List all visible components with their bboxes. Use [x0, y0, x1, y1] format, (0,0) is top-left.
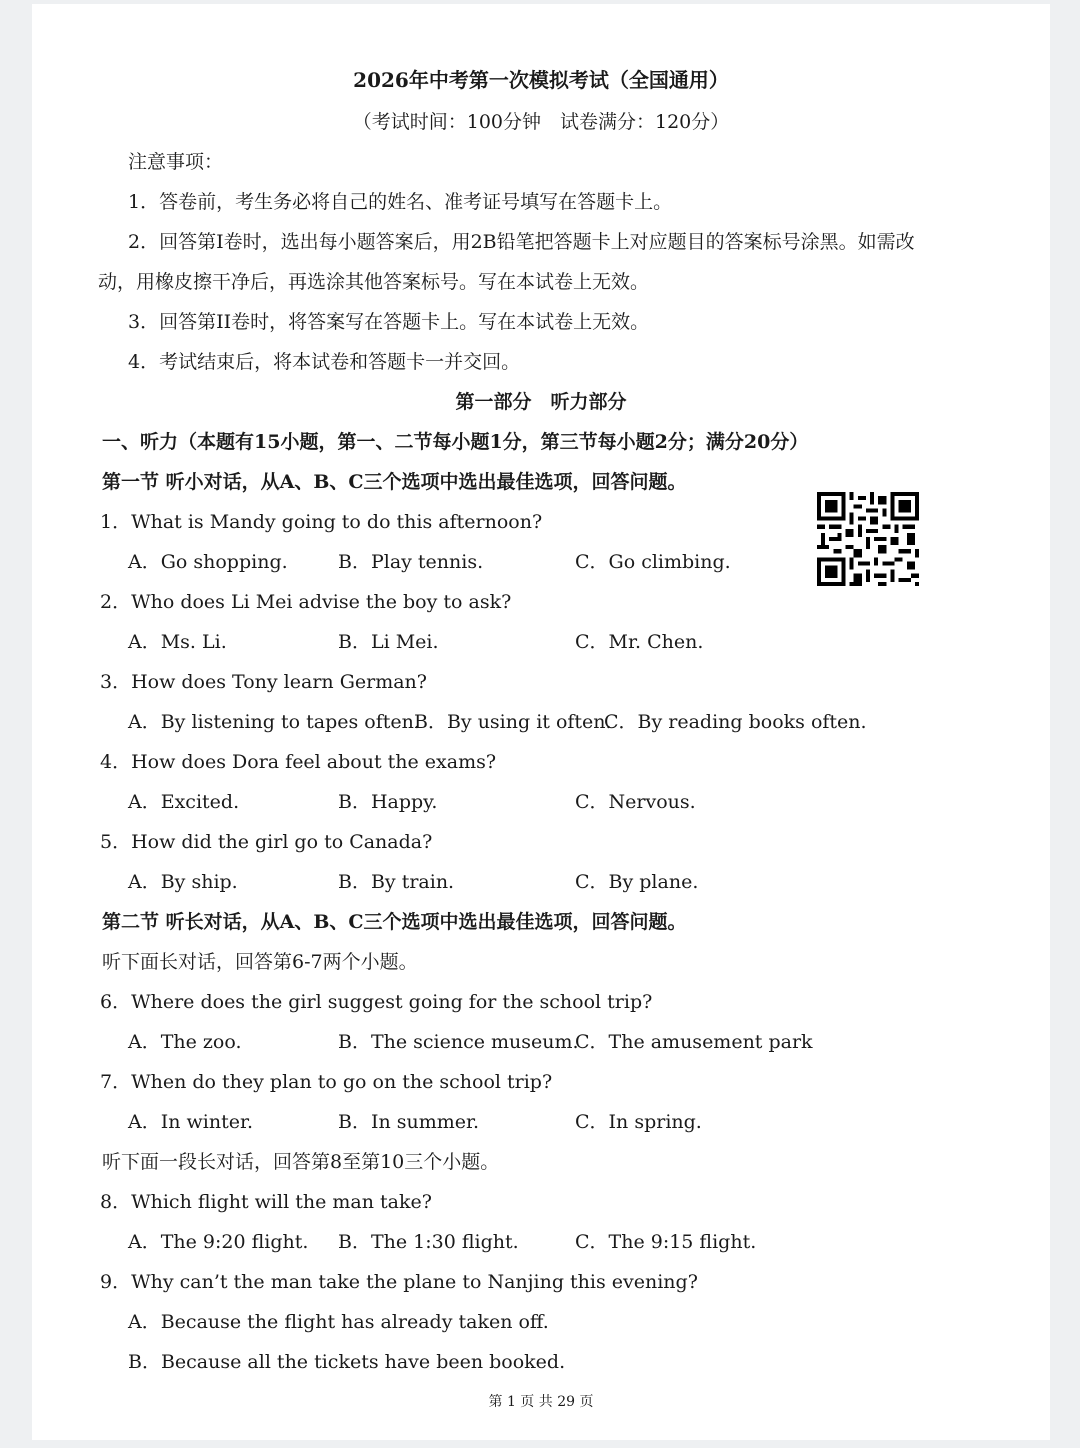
option-b: B．Happy.: [338, 791, 438, 813]
option-a: A．Excited.: [128, 791, 240, 813]
question-text: 8．Which flight will the man take?: [100, 1191, 432, 1213]
option-c: C．By reading books often.: [604, 711, 867, 733]
question-text: 2．Who does Li Mei advise the boy to ask?: [100, 591, 512, 613]
option-b: B．Play tennis.: [338, 551, 484, 573]
section-heading: 一、听力（本题有15小题，第一、二节每小题1分，第三节每小题2分；满分20分）: [102, 431, 809, 453]
exam-title: 2026年中考第一次模拟考试（全国通用）: [353, 68, 729, 92]
option-c: C．In spring.: [575, 1111, 702, 1133]
question-text: 5．How did the girl go to Canada?: [100, 831, 433, 853]
question-text: 9．Why can’t the man take the plane to Nanjing this evening?: [100, 1271, 698, 1293]
option-b: B．By using it often.: [414, 711, 612, 733]
option-a: A．The zoo.: [128, 1031, 242, 1053]
option-c: C．By plane.: [575, 871, 699, 893]
option-b: B．The science museum.: [338, 1031, 579, 1053]
option-c: C．The 9:15 flight.: [575, 1231, 757, 1253]
option-a: A．In winter.: [128, 1111, 253, 1133]
notice-item: 2．回答第I卷时，选出每小题答案后，用2B铅笔把答题卡上对应题目的答案标号涂黑。如需改: [128, 231, 915, 253]
exam-subtitle: （考试时间：100分钟 试卷满分：120分）: [352, 111, 730, 133]
instruction-text: 听下面长对话，回答第6-7两个小题。: [102, 951, 418, 973]
option-b: B．Li Mei.: [338, 631, 439, 653]
notice-item: 4．考试结束后，将本试卷和答题卡一并交回。: [128, 351, 521, 373]
option-a: A．By ship.: [128, 871, 238, 893]
option-c: C．Mr. Chen.: [575, 631, 704, 653]
option-a: A．Go shopping.: [128, 551, 288, 573]
option-b: B．By train.: [338, 871, 455, 893]
option-a: A．Because the flight has already taken off.: [128, 1311, 549, 1333]
option-a: A．Ms. Li.: [128, 631, 227, 653]
section2-heading: 第二节 听长对话，从A、B、C三个选项中选出最佳选项，回答问题。: [102, 911, 687, 933]
question-text: 6．Where does the girl suggest going for the school trip?: [100, 991, 653, 1013]
notice-heading: 注意事项：: [128, 151, 224, 173]
option-c: C．Nervous.: [575, 791, 696, 813]
question-text: 4．How does Dora feel about the exams?: [100, 751, 497, 773]
notice-item: 3．回答第II卷时，将答案写在答题卡上。写在本试卷上无效。: [128, 311, 650, 333]
option-b: B．The 1:30 flight.: [338, 1231, 519, 1253]
question-text: 7．When do they plan to go on the school trip?: [100, 1071, 553, 1093]
option-a: A．By listening to tapes often.: [128, 711, 420, 733]
exam-page: [32, 4, 1050, 1440]
section1-heading: 第一节 听小对话，从A、B、C三个选项中选出最佳选项，回答问题。: [102, 471, 687, 493]
option-b: B．Because all the tickets have been booked.: [128, 1351, 566, 1373]
option-c: C．The amusement park: [575, 1031, 813, 1053]
question-text: 3．How does Tony learn German?: [100, 671, 427, 693]
notice-item: 动，用橡皮擦干净后，再选涂其他答案标号。写在本试卷上无效。: [98, 271, 650, 293]
part-title: 第一部分 听力部分: [455, 391, 627, 413]
question-text: 1．What is Mandy going to do this afternoon?: [100, 511, 543, 533]
option-c: C．Go climbing.: [575, 551, 731, 573]
notice-item: 1．答卷前，考生务必将自己的姓名、准考证号填写在答题卡上。: [128, 191, 673, 213]
option-a: A．The 9:20 flight.: [128, 1231, 309, 1253]
instruction-text: 听下面一段长对话，回答第8至第10三个小题。: [102, 1151, 500, 1173]
page-number: 第 1 页 共 29 页: [488, 1394, 594, 1410]
qr-code-icon: [816, 492, 920, 586]
option-b: B．In summer.: [338, 1111, 480, 1133]
